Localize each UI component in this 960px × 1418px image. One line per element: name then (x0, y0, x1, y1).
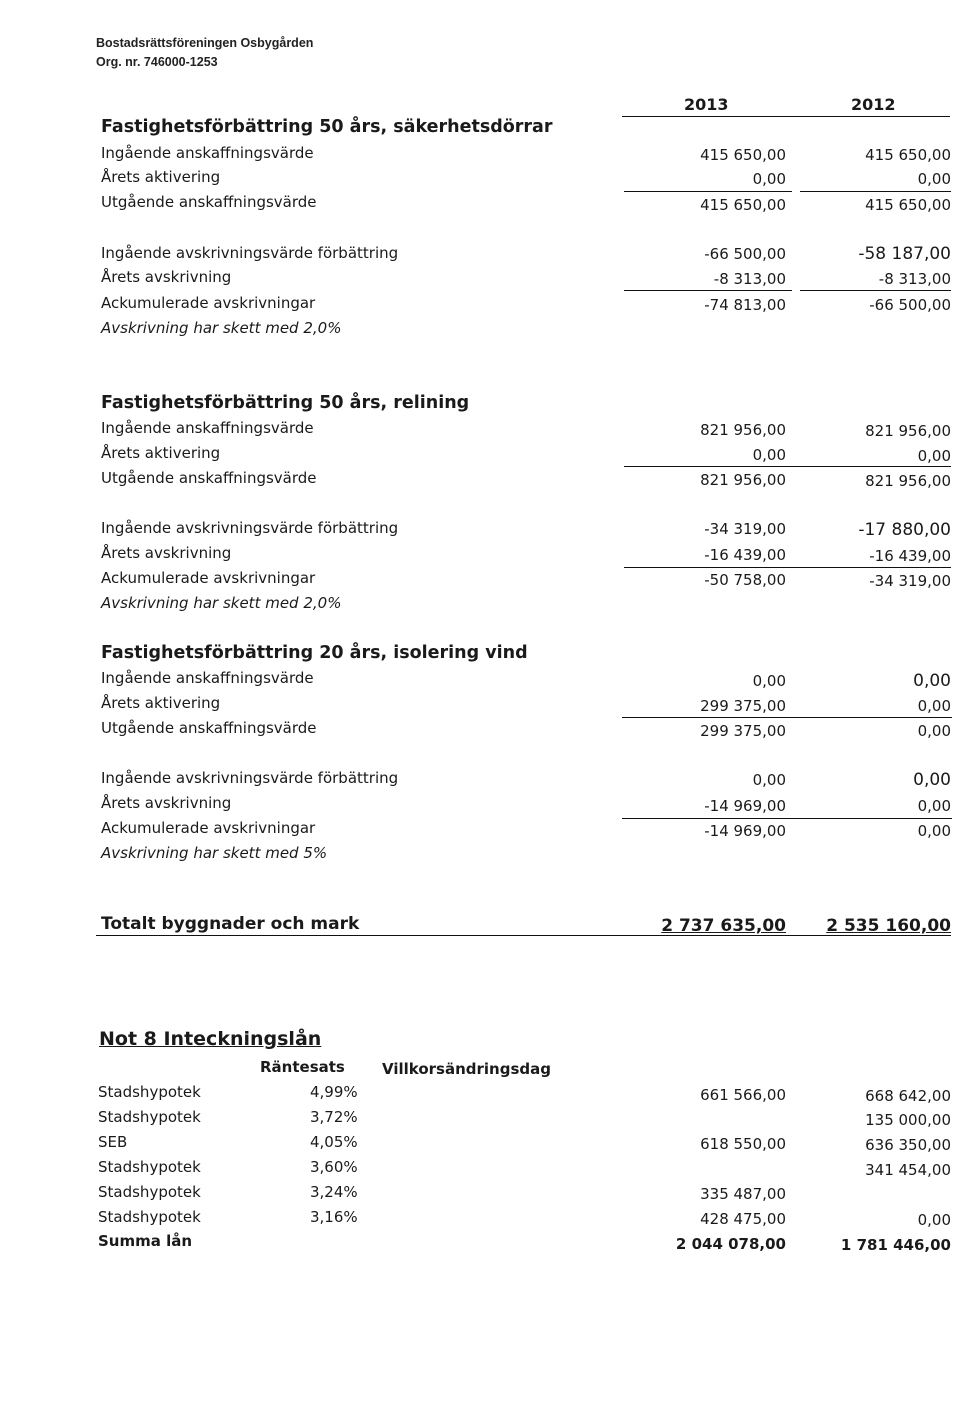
row-label: Ackumulerade avskrivningar (101, 294, 316, 312)
total-label: Totalt byggnader och mark (101, 914, 360, 934)
sum-loans-label: Summa lån (98, 1232, 193, 1250)
value-2012: 821 956,00 (865, 472, 951, 490)
depreciation-note: Avskrivning har skett med 2,0% (101, 594, 342, 612)
row-label: Årets avskrivning (101, 268, 232, 286)
value-2013: -34 319,00 (704, 520, 786, 538)
sum-rule (624, 567, 951, 568)
value-2013: -16 439,00 (704, 546, 786, 564)
value-2012: 0,00 (917, 170, 951, 188)
interest-rate: 3,72% (310, 1108, 358, 1126)
value-2013: -14 969,00 (704, 822, 786, 840)
section-title: Fastighetsförbättring 50 års, relining (101, 393, 470, 413)
total-2013: 2 737 635,00 (661, 916, 786, 936)
value-2013: 415 650,00 (700, 196, 786, 214)
value-2012: -17 880,00 (858, 520, 951, 540)
row-label: Ingående avskrivningsvärde förbättring (101, 519, 399, 537)
lender-name: Stadshypotek (98, 1208, 201, 1226)
value-2012: 0,00 (917, 697, 951, 715)
loan-2013: 335 487,00 (700, 1185, 786, 1203)
value-2012: 415 650,00 (865, 146, 951, 164)
value-2013: 415 650,00 (700, 146, 786, 164)
value-2012: 415 650,00 (865, 196, 951, 214)
value-2012: 0,00 (913, 770, 951, 790)
interest-rate: 3,60% (310, 1158, 358, 1176)
row-label: Ingående anskaffningsvärde (101, 144, 314, 162)
interest-rate: 4,05% (310, 1133, 358, 1151)
loan-2012: 341 454,00 (865, 1161, 951, 1179)
total-rule (96, 935, 951, 936)
value-2012: -58 187,00 (858, 244, 951, 264)
total-2012: 2 535 160,00 (826, 916, 951, 936)
sum-rule (800, 191, 951, 192)
year-header-2013: 2013 (684, 95, 729, 114)
value-2012: 821 956,00 (865, 422, 951, 440)
sum-loans-2012: 1 781 446,00 (840, 1236, 951, 1254)
row-label: Årets aktivering (101, 694, 221, 712)
row-label: Årets aktivering (101, 444, 221, 462)
sum-rule (622, 717, 952, 718)
row-label: Utgående anskaffningsvärde (101, 193, 317, 211)
sum-rule (800, 290, 951, 291)
row-label: Ingående anskaffningsvärde (101, 669, 314, 687)
row-label: Utgående anskaffningsvärde (101, 719, 317, 737)
value-2013: -74 813,00 (704, 296, 786, 314)
row-label: Årets avskrivning (101, 544, 232, 562)
value-2013: -66 500,00 (704, 245, 786, 263)
loan-2012: 636 350,00 (865, 1136, 951, 1154)
column-header-date: Villkorsändringsdag (382, 1060, 551, 1078)
row-label: Ingående avskrivningsvärde förbättring (101, 244, 399, 262)
note-8-title: Not 8 Inteckningslån (99, 1028, 322, 1050)
value-2012: 0,00 (917, 797, 951, 815)
section-title: Fastighetsförbättring 50 års, säkerhetsdörrar (101, 117, 553, 137)
value-2013: 299 375,00 (700, 697, 786, 715)
section-title: Fastighetsförbättring 20 års, isolering vind (101, 643, 528, 663)
value-2013: 0,00 (752, 170, 786, 188)
value-2012: 0,00 (917, 822, 951, 840)
org-number: Org. nr. 746000-1253 (96, 55, 218, 69)
row-label: Ackumulerade avskrivningar (101, 819, 316, 837)
lender-name: Stadshypotek (98, 1083, 201, 1101)
lender-name: Stadshypotek (98, 1158, 201, 1176)
value-2012: -34 319,00 (869, 572, 951, 590)
header-rule (622, 116, 950, 117)
sum-rule (622, 818, 952, 819)
loan-2013: 661 566,00 (700, 1086, 786, 1104)
value-2012: 0,00 (917, 722, 951, 740)
sum-loans-2013: 2 044 078,00 (675, 1235, 786, 1253)
sum-rule (624, 290, 792, 291)
value-2013: -8 313,00 (713, 270, 786, 288)
interest-rate: 3,16% (310, 1208, 358, 1226)
value-2013: 0,00 (752, 672, 786, 690)
interest-rate: 3,24% (310, 1183, 358, 1201)
loan-2012: 668 642,00 (865, 1087, 951, 1105)
year-header-2012: 2012 (851, 95, 896, 114)
value-2013: 0,00 (752, 446, 786, 464)
sum-rule (624, 466, 951, 467)
depreciation-note: Avskrivning har skett med 5% (101, 844, 328, 862)
value-2012: -8 313,00 (878, 270, 951, 288)
value-2013: 0,00 (752, 771, 786, 789)
loan-2012: 135 000,00 (865, 1111, 951, 1129)
loan-2013: 618 550,00 (700, 1135, 786, 1153)
lender-name: Stadshypotek (98, 1108, 201, 1126)
value-2013: 821 956,00 (700, 421, 786, 439)
value-2013: -14 969,00 (704, 797, 786, 815)
loan-2012: 0,00 (917, 1211, 951, 1229)
row-label: Ingående anskaffningsvärde (101, 419, 314, 437)
value-2013: 299 375,00 (700, 722, 786, 740)
row-label: Ackumulerade avskrivningar (101, 569, 316, 587)
row-label: Ingående avskrivningsvärde förbättring (101, 769, 399, 787)
value-2013: 821 956,00 (700, 471, 786, 489)
row-label: Utgående anskaffningsvärde (101, 469, 317, 487)
value-2013: -50 758,00 (704, 571, 786, 589)
value-2012: -66 500,00 (869, 296, 951, 314)
column-header-rate: Räntesats (260, 1058, 345, 1076)
value-2012: 0,00 (913, 671, 951, 691)
value-2012: -16 439,00 (869, 547, 951, 565)
depreciation-note: Avskrivning har skett med 2,0% (101, 319, 342, 337)
lender-name: SEB (98, 1133, 128, 1151)
sum-rule (624, 191, 792, 192)
row-label: Årets aktivering (101, 168, 221, 186)
row-label: Årets avskrivning (101, 794, 232, 812)
lender-name: Stadshypotek (98, 1183, 201, 1201)
loan-2013: 428 475,00 (700, 1210, 786, 1228)
interest-rate: 4,99% (310, 1083, 358, 1101)
association-name: Bostadsrättsföreningen Osbygården (96, 36, 314, 50)
value-2012: 0,00 (917, 447, 951, 465)
